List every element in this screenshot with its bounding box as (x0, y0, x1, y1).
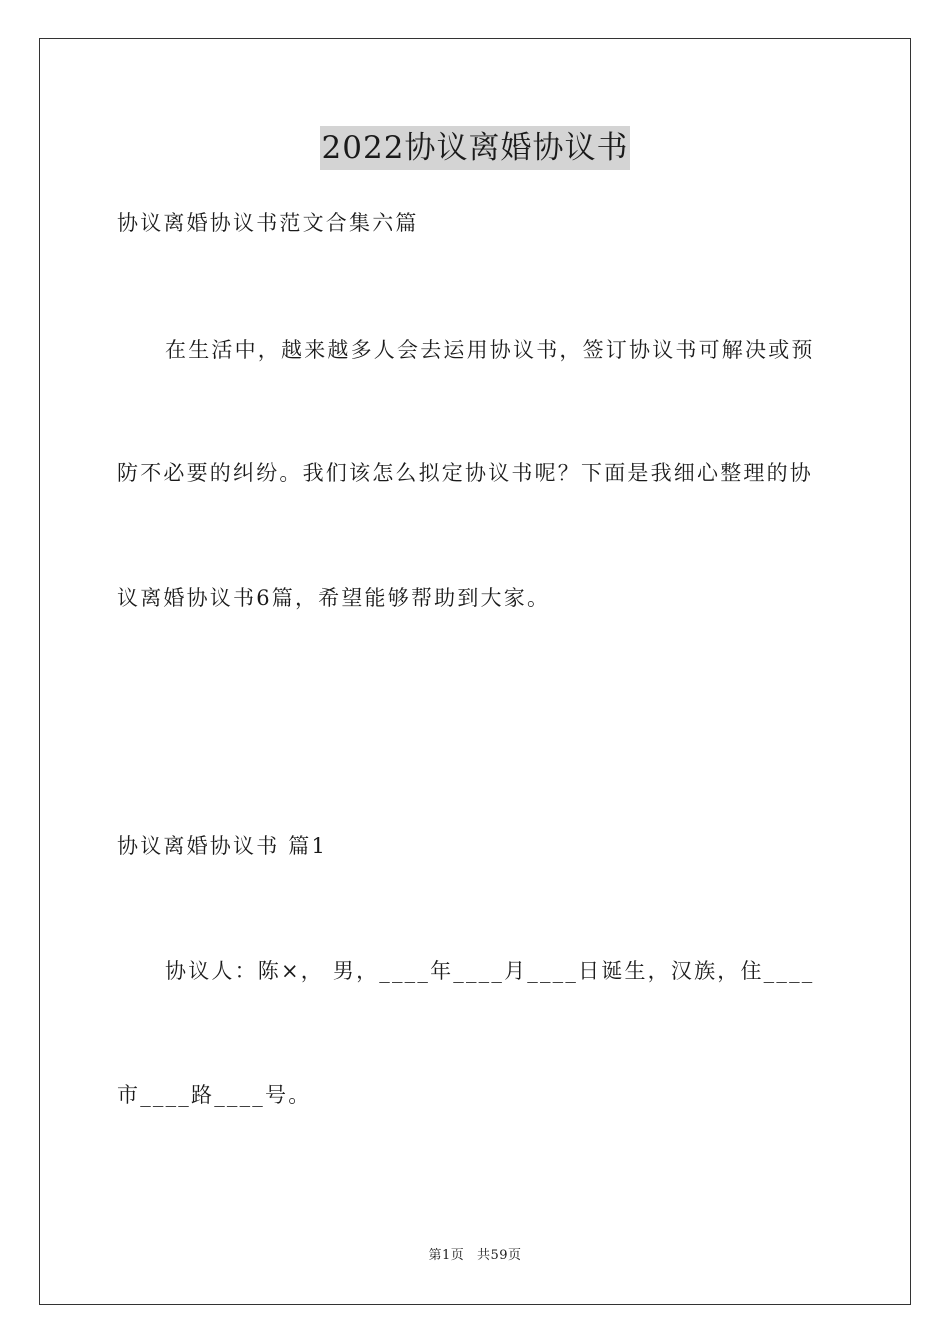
intro-line-1: 在生活中，越来越多人会去运用协议书，签订协议书可解决或预 (165, 338, 815, 362)
page-number: 第1页 (428, 1248, 465, 1263)
intro-line-3: 议离婚协议书6篇，希望能够帮助到大家。 (117, 586, 551, 610)
section-body-line-1: 协议人：陈×， 男，____年____月____日诞生，汉族，住____ (165, 959, 815, 983)
intro-line-2: 防不必要的纠纷。我们该怎么拟定协议书呢？下面是我细心整理的协 (117, 461, 813, 485)
section-heading: 协议离婚协议书 篇1 (117, 834, 328, 858)
section-body-line-2: 市____路____号。 (117, 1083, 312, 1107)
page-total: 共59页 (476, 1248, 522, 1263)
page-footer (0, 1246, 950, 1266)
title-container (0, 126, 950, 170)
document-subtitle: 协议离婚协议书范文合集六篇 (117, 211, 419, 235)
document-title: 2022协议离婚协议书 (320, 126, 631, 170)
